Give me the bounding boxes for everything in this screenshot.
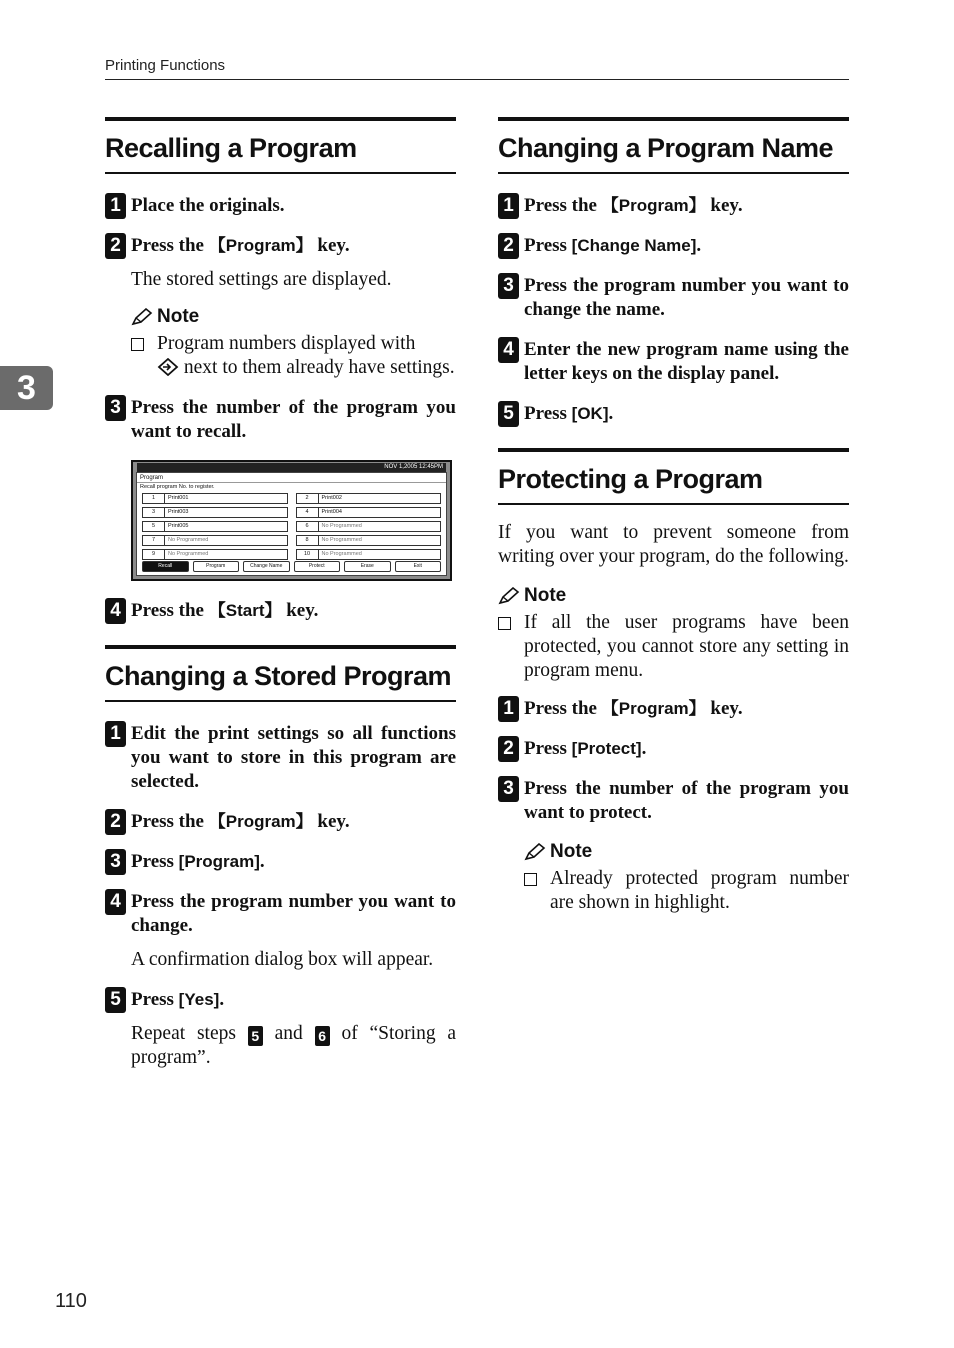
- display-panel-screenshot: [131, 460, 452, 581]
- program-key-9[interactable]: 9 No Programmed: [142, 549, 288, 560]
- program-registered-icon: [157, 358, 179, 376]
- checkbox-bullet-icon: [524, 873, 537, 886]
- note: [524, 839, 849, 915]
- program-key-10[interactable]: 10 No Programmed: [296, 549, 442, 560]
- note-heading: Note: [131, 304, 456, 330]
- step-reference-badge: 5: [248, 1026, 263, 1046]
- step: [498, 402, 849, 426]
- section-recalling-program: [105, 117, 456, 623]
- program-key-8[interactable]: 8 No Programmed: [296, 535, 442, 546]
- note-item: Program numbers displayed with next to them already have settings.: [131, 332, 456, 380]
- step-description: The stored settings are displayed.: [131, 269, 392, 290]
- step-description: Repeat steps 5 and 6 of “Storing a program”.: [131, 1023, 457, 1068]
- checkbox-bullet-icon: [131, 338, 144, 351]
- step-text: Press the 【Program】 key.: [524, 195, 743, 216]
- note-heading: Note: [498, 583, 849, 609]
- running-header: Printing Functions: [105, 57, 849, 80]
- program-grid: [137, 492, 446, 561]
- panel-instruction: Recall program No. to register.: [140, 484, 215, 490]
- program-key-5[interactable]: 5 Print005: [142, 521, 288, 532]
- step-number: 4: [105, 598, 126, 624]
- step-number: 2: [498, 233, 519, 259]
- step-number: 1: [105, 193, 126, 219]
- step-number: 2: [105, 809, 126, 835]
- step: [105, 599, 456, 623]
- left-column: [105, 117, 456, 1092]
- step: [105, 850, 456, 874]
- step: [498, 777, 849, 915]
- recall-button[interactable]: Recall: [142, 561, 189, 572]
- step-text: Enter the new program name using the letter keys on the display panel.: [524, 339, 849, 384]
- key-label: [Yes]: [178, 990, 220, 1009]
- section-intro: If you want to prevent someone from writing over your program, do the following.: [498, 522, 849, 567]
- step: [105, 810, 456, 834]
- key-label: [Protect]: [571, 739, 642, 758]
- step-text: Press [Program].: [131, 851, 265, 872]
- checkbox-bullet-icon: [498, 617, 511, 630]
- note: [498, 583, 849, 683]
- program-key-1[interactable]: 1 Print001: [142, 493, 288, 504]
- status-bar: NOV 1,2005 12:45PM: [137, 463, 446, 472]
- step-number: 3: [105, 395, 126, 421]
- note: [131, 304, 456, 380]
- step-text: Press the program number you want to change the name.: [524, 275, 849, 320]
- step-number: 3: [105, 849, 126, 875]
- protect-button[interactable]: Protect: [294, 561, 341, 572]
- step: [105, 988, 456, 1070]
- step-text: Press [OK].: [524, 403, 614, 424]
- key-label: [Program]: [178, 852, 260, 871]
- key-label: [OK]: [571, 404, 609, 423]
- step: [498, 737, 849, 761]
- section-title: Changing a Stored Program: [105, 645, 456, 702]
- step-text: Press the 【Program】 key.: [131, 235, 350, 256]
- key-label: 【Program】: [208, 812, 313, 831]
- step-text: Press [Change Name].: [524, 235, 702, 256]
- step-number: 1: [498, 696, 519, 722]
- page-number: 110: [55, 1290, 87, 1312]
- step-text: Press [Yes].: [131, 989, 225, 1010]
- note-item: If all the user programs have been protected, you cannot store any setting in program menu.: [498, 611, 849, 683]
- step-number: 4: [498, 337, 519, 363]
- step-text: Press the program number you want to change.: [131, 891, 456, 936]
- display-panel: [136, 464, 447, 576]
- step-number: 2: [498, 736, 519, 762]
- section-title: Recalling a Program: [105, 117, 456, 174]
- note-item: Already protected program number are shown in highlight.: [524, 867, 849, 915]
- step: [498, 338, 849, 386]
- step: [105, 234, 456, 380]
- exit-button[interactable]: Exit: [395, 561, 442, 572]
- step: [105, 722, 456, 794]
- pencil-icon: [524, 843, 546, 861]
- step: [498, 234, 849, 258]
- step: [498, 697, 849, 721]
- panel-title: Program: [137, 473, 446, 483]
- step-number: 3: [498, 273, 519, 299]
- step: [498, 274, 849, 322]
- key-label: 【Program】: [601, 196, 706, 215]
- step: [498, 194, 849, 218]
- step-number: 5: [498, 401, 519, 427]
- program-key-3[interactable]: 3 Print003: [142, 507, 288, 518]
- program-key-4[interactable]: 4 Print004: [296, 507, 442, 518]
- step-text: Place the originals.: [131, 195, 285, 216]
- step-description: A confirmation dialog box will appear.: [131, 949, 434, 970]
- step-number: 1: [105, 721, 126, 747]
- section-protecting-program: [498, 448, 849, 915]
- section-changing-program-name: [498, 117, 849, 426]
- program-key-7[interactable]: 7 No Programmed: [142, 535, 288, 546]
- key-label: 【Start】: [208, 601, 282, 620]
- step-text: Press the 【Program】 key.: [524, 698, 743, 719]
- step-text: Press [Protect].: [524, 738, 647, 759]
- step: [105, 194, 456, 218]
- step: [105, 890, 456, 972]
- section-title: Changing a Program Name: [498, 117, 849, 174]
- pencil-icon: [131, 308, 153, 326]
- section-title: Protecting a Program: [498, 448, 849, 505]
- key-label: [Change Name]: [571, 236, 697, 255]
- panel-button-row: [142, 561, 441, 572]
- step-number: 3: [498, 776, 519, 802]
- chapter-tab: 3: [0, 366, 53, 410]
- program-button[interactable]: Program: [193, 561, 240, 572]
- step-text: Press the number of the program you want to protect.: [524, 778, 849, 823]
- program-key-6[interactable]: 6 No Programmed: [296, 521, 442, 532]
- step-number: 5: [105, 987, 126, 1013]
- note-heading: Note: [524, 839, 849, 865]
- program-key-2[interactable]: 2 Print002: [296, 493, 442, 504]
- key-label: 【Program】: [601, 699, 706, 718]
- change-name-button[interactable]: Change Name: [243, 561, 290, 572]
- pencil-icon: [498, 587, 520, 605]
- section-changing-stored-program: [105, 645, 456, 1070]
- step: [105, 396, 456, 444]
- right-column: [498, 117, 849, 937]
- step-number: 4: [105, 889, 126, 915]
- key-label: 【Program】: [208, 236, 313, 255]
- erase-button[interactable]: Erase: [344, 561, 391, 572]
- step-text: Press the number of the program you want to recall.: [131, 397, 456, 442]
- step-number: 1: [498, 193, 519, 219]
- step-number: 2: [105, 233, 126, 259]
- step-text: Press the 【Start】 key.: [131, 600, 319, 621]
- step-reference-badge: 6: [315, 1026, 330, 1046]
- step-text: Edit the print settings so all functions you want to store in this program are selected.: [131, 723, 456, 792]
- step-text: Press the 【Program】 key.: [131, 811, 350, 832]
